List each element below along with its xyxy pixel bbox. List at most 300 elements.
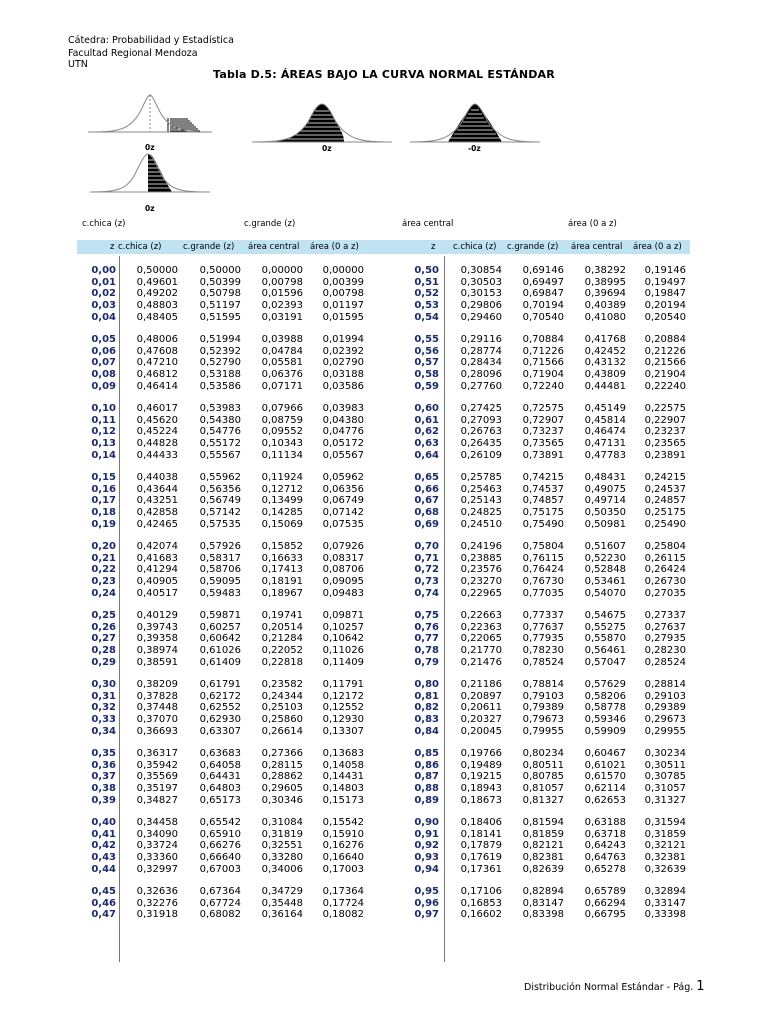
table-cell: 0,57926 <box>199 540 241 552</box>
group-gap <box>56 462 116 472</box>
group-gap <box>504 600 564 610</box>
z-value-cell: 0,32 <box>91 702 116 714</box>
group-gap <box>118 324 178 334</box>
z-value-cell: 0,14 <box>91 449 116 461</box>
table-cell: 0,36164 <box>261 909 303 921</box>
z-value-cell: 0,61 <box>414 414 439 426</box>
table-cell: 0,34827 <box>136 794 178 806</box>
table-cell: 0,69847 <box>522 288 564 300</box>
table-cell: 0,34729 <box>261 885 303 897</box>
z-value-cell: 0,74 <box>414 587 439 599</box>
table-cell: 0,28774 <box>460 345 502 357</box>
table-cell: 0,62114 <box>584 783 626 795</box>
col-chica-right: c.chica (z) <box>453 242 497 252</box>
table-cell: 0,27935 <box>644 633 686 645</box>
page-footer <box>524 979 705 994</box>
table-cell: 0,65278 <box>584 863 626 875</box>
table-cell: 0,09483 <box>322 587 364 599</box>
group-gap <box>504 669 564 679</box>
table-cell: 0,38995 <box>584 276 626 288</box>
table-cell: 0,28862 <box>261 771 303 783</box>
table-cell: 0,17003 <box>322 863 364 875</box>
table-cell: 0,23237 <box>644 426 686 438</box>
table-cell: 0,53983 <box>199 402 241 414</box>
table-cell: 0,41294 <box>136 564 178 576</box>
z-value-cell: 0,19 <box>91 518 116 530</box>
table-cell: 0,02790 <box>322 357 364 369</box>
table-cell: 0,53188 <box>199 369 241 381</box>
table-cell: 0,31819 <box>261 828 303 840</box>
table-cell: 0,43644 <box>136 483 178 495</box>
table-cell: 0,32121 <box>644 840 686 852</box>
table-cell: 0,32551 <box>261 840 303 852</box>
table-cell: 0,77935 <box>522 633 564 645</box>
table-cell: 0,05172 <box>322 438 364 450</box>
z-value-cell: 0,71 <box>414 552 439 564</box>
table-cell: 0,35448 <box>261 897 303 909</box>
table-cell: 0,18191 <box>261 576 303 588</box>
table-cell: 0,47131 <box>584 438 626 450</box>
normal-curve-zero-z-svg <box>90 150 210 194</box>
z-value-cell: 0,67 <box>414 495 439 507</box>
table-cell: 0,34458 <box>136 816 178 828</box>
table-cell: 0,29955 <box>644 725 686 737</box>
table-cell: 0,15852 <box>261 540 303 552</box>
table-cell: 0,63188 <box>584 816 626 828</box>
table-cell: 0,03188 <box>322 369 364 381</box>
z-value-cell: 0,81 <box>414 690 439 702</box>
table-cell: 0,80234 <box>522 747 564 759</box>
table-cell: 0,20884 <box>644 333 686 345</box>
group-gap <box>379 531 439 541</box>
table-cell: 0,30346 <box>261 794 303 806</box>
col-chica-left: c.chica (z) <box>118 242 162 252</box>
z-value-cell: 0,40 <box>91 816 116 828</box>
table-cell: 0,75490 <box>522 518 564 530</box>
table-cell: 0,18967 <box>261 587 303 599</box>
z-value-cell: 0,76 <box>414 621 439 633</box>
table-cell: 0,32639 <box>644 863 686 875</box>
table-cell: 0,44038 <box>136 471 178 483</box>
group-gap <box>626 600 686 610</box>
table-cell: 0,31084 <box>261 816 303 828</box>
table-cell: 0,03988 <box>261 333 303 345</box>
z-value-cell: 0,66 <box>414 483 439 495</box>
table-cell: 0,37070 <box>136 714 178 726</box>
table-cell: 0,45149 <box>584 402 626 414</box>
z-value-cell: 0,53 <box>414 300 439 312</box>
table-cell: 0,33147 <box>644 897 686 909</box>
col-area0z-right: área (0 a z) <box>633 242 682 252</box>
group-gap <box>56 600 116 610</box>
col-grande-right: c.grande (z) <box>507 242 559 252</box>
z-value-cell: 0,09 <box>91 380 116 392</box>
table-cell: 0,66795 <box>584 909 626 921</box>
table-cell: 0,38974 <box>136 645 178 657</box>
table-cell: 0,30153 <box>460 288 502 300</box>
table-cell: 0,32381 <box>644 852 686 864</box>
table-cell: 0,81057 <box>522 783 564 795</box>
z-value-cell: 0,87 <box>414 771 439 783</box>
table-cell: 0,17413 <box>261 564 303 576</box>
table-cell: 0,83398 <box>522 909 564 921</box>
z-value-cell: 0,93 <box>414 852 439 864</box>
group-gap <box>304 806 364 816</box>
table-cell: 0,29806 <box>460 300 502 312</box>
table-cell: 0,00000 <box>322 265 364 276</box>
group-gap <box>243 393 303 403</box>
table-cell: 0,19497 <box>644 276 686 288</box>
table-cell: 0,79103 <box>522 690 564 702</box>
table-cell: 0,33360 <box>136 852 178 864</box>
table-cell: 0,04380 <box>322 414 364 426</box>
table-cell: 0,47783 <box>584 449 626 461</box>
table-cell: 0,66276 <box>199 840 241 852</box>
z-value-cell: 0,79 <box>414 656 439 668</box>
table-cell: 0,48431 <box>584 471 626 483</box>
table-cell: 0,21186 <box>460 678 502 690</box>
table-cell: 0,80785 <box>522 771 564 783</box>
z-value-cell: 0,77 <box>414 633 439 645</box>
table-cell: 0,27637 <box>644 621 686 633</box>
table-cell: 0,50000 <box>136 265 178 276</box>
group-gap <box>118 462 178 472</box>
z-value-cell: 0,34 <box>91 725 116 737</box>
table-cell: 0,72575 <box>522 402 564 414</box>
table-cell: 0,78524 <box>522 656 564 668</box>
table-cell: 0,50000 <box>199 265 241 276</box>
group-gap <box>56 875 116 885</box>
table-cell: 0,25103 <box>261 702 303 714</box>
group-gap <box>181 806 241 816</box>
group-gap <box>181 531 241 541</box>
table-cell: 0,41080 <box>584 311 626 323</box>
desc-grande: c.grande (z) <box>244 219 296 229</box>
table-cell: 0,12552 <box>322 702 364 714</box>
table-cell: 0,17364 <box>322 885 364 897</box>
table-cell: 0,61570 <box>584 771 626 783</box>
group-gap <box>379 324 439 334</box>
table-cell: 0,74215 <box>522 471 564 483</box>
z-value-cell: 0,18 <box>91 507 116 519</box>
table-cell: 0,18673 <box>460 794 502 806</box>
table-cell: 0,16633 <box>261 552 303 564</box>
table-cell: 0,45224 <box>136 426 178 438</box>
table-cell: 0,20611 <box>460 702 502 714</box>
table-cell: 0,07171 <box>261 380 303 392</box>
z-value-cell: 0,24 <box>91 587 116 599</box>
table-cell: 0,39694 <box>584 288 626 300</box>
table-cell: 0,28096 <box>460 369 502 381</box>
table-cell: 0,76424 <box>522 564 564 576</box>
table-cell: 0,22363 <box>460 621 502 633</box>
table-cell: 0,71904 <box>522 369 564 381</box>
table-cell: 0,23885 <box>460 552 502 564</box>
table-cell: 0,05581 <box>261 357 303 369</box>
z-value-cell: 0,72 <box>414 564 439 576</box>
table-cell: 0,70540 <box>522 311 564 323</box>
normal-curve-tail-svg <box>88 92 212 134</box>
table-cell: 0,65542 <box>199 816 241 828</box>
group-gap <box>379 393 439 403</box>
header-facultad: Facultad Regional Mendoza <box>68 48 198 59</box>
group-gap <box>442 669 502 679</box>
table-cell: 0,00798 <box>261 276 303 288</box>
table-cell: 0,03983 <box>322 402 364 414</box>
table-cell: 0,34090 <box>136 828 178 840</box>
table-cell: 0,82121 <box>522 840 564 852</box>
table-cell: 0,15173 <box>322 794 364 806</box>
table-cell: 0,59095 <box>199 576 241 588</box>
table-cell: 0,78230 <box>522 645 564 657</box>
table-cell: 0,47210 <box>136 357 178 369</box>
table-cell: 0,24825 <box>460 507 502 519</box>
table-cell: 0,01595 <box>322 311 364 323</box>
table-cell: 0,00399 <box>322 276 364 288</box>
group-gap <box>504 324 564 334</box>
z-value-cell: 0,37 <box>91 771 116 783</box>
group-gap <box>118 669 178 679</box>
group-gap <box>118 393 178 403</box>
table-cell: 0,60257 <box>199 621 241 633</box>
table-cell: 0,57142 <box>199 507 241 519</box>
table-cell: 0,31057 <box>644 783 686 795</box>
table-cell: 0,26730 <box>644 576 686 588</box>
table-cell: 0,33398 <box>644 909 686 921</box>
table-cell: 0,50798 <box>199 288 241 300</box>
z-value-cell: 0,07 <box>91 357 116 369</box>
table-cell: 0,10257 <box>322 621 364 633</box>
table-cell: 0,31327 <box>644 794 686 806</box>
left-area0z-column <box>304 265 364 921</box>
table-cell: 0,19146 <box>644 265 686 276</box>
group-gap <box>379 600 439 610</box>
curve-1-label: 0z <box>145 143 155 152</box>
table-cell: 0,81859 <box>522 828 564 840</box>
table-cell: 0,22575 <box>644 402 686 414</box>
table-cell: 0,49202 <box>136 288 178 300</box>
normal-curve-central-svg <box>410 100 540 144</box>
table-cell: 0,41683 <box>136 552 178 564</box>
table-cell: 0,79389 <box>522 702 564 714</box>
table-cell: 0,79955 <box>522 725 564 737</box>
table-cell: 0,35197 <box>136 783 178 795</box>
z-value-cell: 0,84 <box>414 725 439 737</box>
group-gap <box>626 738 686 748</box>
table-cell: 0,46812 <box>136 369 178 381</box>
table-cell: 0,28524 <box>644 656 686 668</box>
table-cell: 0,16276 <box>322 840 364 852</box>
table-cell: 0,22907 <box>644 414 686 426</box>
table-cell: 0,25143 <box>460 495 502 507</box>
table-cell: 0,50399 <box>199 276 241 288</box>
col-area0z-left: área (0 a z) <box>310 242 359 252</box>
table-cell: 0,12930 <box>322 714 364 726</box>
table-cell: 0,77637 <box>522 621 564 633</box>
table-cell: 0,60467 <box>584 747 626 759</box>
table-cell: 0,38292 <box>584 265 626 276</box>
z-value-cell: 0,10 <box>91 402 116 414</box>
table-cell: 0,68082 <box>199 909 241 921</box>
table-cell: 0,14285 <box>261 507 303 519</box>
table-cell: 0,54776 <box>199 426 241 438</box>
table-cell: 0,62552 <box>199 702 241 714</box>
table-header <box>77 240 690 254</box>
table-cell: 0,01994 <box>322 333 364 345</box>
table-cell: 0,28115 <box>261 759 303 771</box>
table-cell: 0,64431 <box>199 771 241 783</box>
table-cell: 0,49601 <box>136 276 178 288</box>
table-cell: 0,22818 <box>261 656 303 668</box>
table-cell: 0,03586 <box>322 380 364 392</box>
table-cell: 0,05962 <box>322 471 364 483</box>
group-gap <box>243 462 303 472</box>
table-cell: 0,59909 <box>584 725 626 737</box>
z-value-cell: 0,86 <box>414 759 439 771</box>
z-value-cell: 0,28 <box>91 645 116 657</box>
table-cell: 0,44828 <box>136 438 178 450</box>
table-cell: 0,07926 <box>322 540 364 552</box>
page-number: 1 <box>696 979 705 994</box>
group-gap <box>626 462 686 472</box>
table-cell: 0,26115 <box>644 552 686 564</box>
table-cell: 0,63683 <box>199 747 241 759</box>
table-cell: 0,22240 <box>644 380 686 392</box>
table-cell: 0,52790 <box>199 357 241 369</box>
table-cell: 0,06356 <box>322 483 364 495</box>
table-cell: 0,57047 <box>584 656 626 668</box>
group-gap <box>566 324 626 334</box>
z-value-cell: 0,27 <box>91 633 116 645</box>
group-gap <box>566 393 626 403</box>
table-cell: 0,71226 <box>522 345 564 357</box>
table-cell: 0,60642 <box>199 633 241 645</box>
table-cell: 0,20045 <box>460 725 502 737</box>
table-cell: 0,21566 <box>644 357 686 369</box>
table-cell: 0,48006 <box>136 333 178 345</box>
group-gap <box>626 393 686 403</box>
table-cell: 0,26435 <box>460 438 502 450</box>
table-cell: 0,30503 <box>460 276 502 288</box>
table-cell: 0,81594 <box>522 816 564 828</box>
table-cell: 0,22965 <box>460 587 502 599</box>
table-cell: 0,04784 <box>261 345 303 357</box>
table-cell: 0,46474 <box>584 426 626 438</box>
table-cell: 0,43251 <box>136 495 178 507</box>
group-gap <box>56 531 116 541</box>
table-cell: 0,48803 <box>136 300 178 312</box>
group-gap <box>304 600 364 610</box>
table-cell: 0,51197 <box>199 300 241 312</box>
z-value-cell: 0,96 <box>414 897 439 909</box>
table-cell: 0,09871 <box>322 609 364 621</box>
z-value-cell: 0,95 <box>414 885 439 897</box>
table-cell: 0,42452 <box>584 345 626 357</box>
table-cell: 0,12172 <box>322 690 364 702</box>
table-cell: 0,76115 <box>522 552 564 564</box>
z-value-cell: 0,43 <box>91 852 116 864</box>
group-gap <box>626 669 686 679</box>
table-cell: 0,18943 <box>460 783 502 795</box>
table-cell: 0,62172 <box>199 690 241 702</box>
z-value-cell: 0,39 <box>91 794 116 806</box>
z-value-cell: 0,06 <box>91 345 116 357</box>
table-cell: 0,50350 <box>584 507 626 519</box>
table-cell: 0,59346 <box>584 714 626 726</box>
table-cell: 0,44481 <box>584 380 626 392</box>
table-cell: 0,07966 <box>261 402 303 414</box>
z-value-cell: 0,89 <box>414 794 439 806</box>
group-gap <box>379 669 439 679</box>
table-cell: 0,17879 <box>460 840 502 852</box>
table-cell: 0,20540 <box>644 311 686 323</box>
table-cell: 0,23565 <box>644 438 686 450</box>
table-cell: 0,76730 <box>522 576 564 588</box>
group-gap <box>566 669 626 679</box>
table-cell: 0,55172 <box>199 438 241 450</box>
group-gap <box>243 600 303 610</box>
table-cell: 0,56356 <box>199 483 241 495</box>
table-cell: 0,29103 <box>644 690 686 702</box>
desc-chica: c.chica (z) <box>82 219 126 229</box>
group-gap <box>181 324 241 334</box>
table-cell: 0,56749 <box>199 495 241 507</box>
table-cell: 0,58206 <box>584 690 626 702</box>
table-cell: 0,08317 <box>322 552 364 564</box>
table-cell: 0,49075 <box>584 483 626 495</box>
group-gap <box>181 393 241 403</box>
z-value-cell: 0,92 <box>414 840 439 852</box>
table-cell: 0,18141 <box>460 828 502 840</box>
table-cell: 0,61409 <box>199 656 241 668</box>
table-cell: 0,27760 <box>460 380 502 392</box>
table-cell: 0,16640 <box>322 852 364 864</box>
table-cell: 0,14803 <box>322 783 364 795</box>
z-value-cell: 0,00 <box>91 265 116 276</box>
table-cell: 0,26109 <box>460 449 502 461</box>
z-value-cell: 0,62 <box>414 426 439 438</box>
group-gap <box>243 669 303 679</box>
table-cell: 0,31859 <box>644 828 686 840</box>
z-value-cell: 0,52 <box>414 288 439 300</box>
table-cell: 0,29605 <box>261 783 303 795</box>
table-cell: 0,72907 <box>522 414 564 426</box>
table-cell: 0,11791 <box>322 678 364 690</box>
group-gap <box>181 875 241 885</box>
group-gap <box>118 875 178 885</box>
group-gap <box>626 531 686 541</box>
table-cell: 0,11026 <box>322 645 364 657</box>
table-cell: 0,24537 <box>644 483 686 495</box>
table-cell: 0,55567 <box>199 449 241 461</box>
table-cell: 0,74537 <box>522 483 564 495</box>
z-value-cell: 0,12 <box>91 426 116 438</box>
z-value-cell: 0,69 <box>414 518 439 530</box>
table-cell: 0,27035 <box>644 587 686 599</box>
table-cell: 0,47608 <box>136 345 178 357</box>
table-cell: 0,51607 <box>584 540 626 552</box>
table-cell: 0,32894 <box>644 885 686 897</box>
table-cell: 0,25785 <box>460 471 502 483</box>
table-cell: 0,66640 <box>199 852 241 864</box>
z-value-cell: 0,88 <box>414 783 439 795</box>
table-cell: 0,37448 <box>136 702 178 714</box>
table-cell: 0,08706 <box>322 564 364 576</box>
right-z-column <box>379 265 439 921</box>
table-cell: 0,52848 <box>584 564 626 576</box>
z-value-cell: 0,36 <box>91 759 116 771</box>
table-cell: 0,05567 <box>322 449 364 461</box>
